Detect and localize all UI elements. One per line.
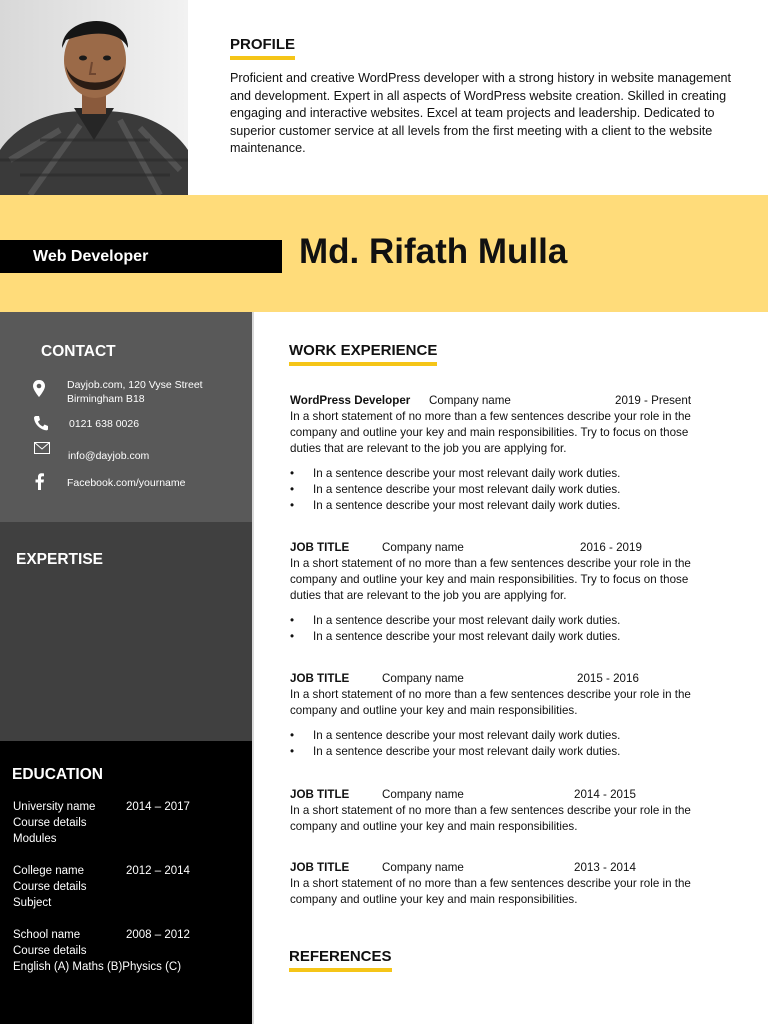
facebook-icon (35, 473, 53, 491)
profile-section (230, 36, 740, 158)
portrait-image (0, 0, 188, 195)
address-line-1: Dayjob.com, 120 Vyse Street (67, 379, 203, 391)
education-panel (0, 741, 252, 1024)
duty-item: • In a sentence describe your most relevant daily work duties. (290, 629, 720, 645)
education-detail: English (A) Maths (B)Physics (C) (13, 961, 182, 973)
job-title: JOB TITLE (290, 541, 350, 554)
job-years: 2015 - 2016 (577, 672, 639, 685)
job-title: WordPress Developer (290, 394, 411, 407)
education-entry (13, 799, 243, 847)
job-entry (290, 787, 720, 835)
institution-name: School name (13, 929, 81, 941)
education-detail: Course details (13, 817, 87, 829)
job-entry (290, 671, 720, 760)
company-name: Company name (382, 541, 464, 554)
job-years: 2019 - Present (615, 394, 692, 407)
profile-heading: PROFILE (230, 36, 295, 60)
education-entry (13, 863, 243, 911)
company-name: Company name (429, 394, 511, 407)
job-role-label: Web Developer (0, 240, 282, 273)
duty-item: • In a sentence describe your most relevant daily work duties. (290, 744, 720, 760)
envelope-icon (34, 442, 52, 460)
institution-name: University name (13, 801, 96, 813)
phone-icon (33, 415, 51, 433)
education-detail: Modules (13, 833, 57, 845)
institution-name: College name (13, 865, 84, 877)
profile-photo (0, 0, 188, 195)
duty-list (290, 613, 720, 645)
education-years: 2008 – 2012 (126, 929, 190, 941)
job-entry (290, 393, 720, 514)
job-description: In a short statement of no more than a few sentences describe your role in the company and outline your key and main responsibilities. Try to focus on those duties that are relevant to the job you are applying for. (290, 557, 691, 602)
job-title: JOB TITLE (290, 788, 350, 801)
education-detail: Course details (13, 881, 87, 893)
job-description: In a short statement of no more than a few sentences describe your role in the company and outline your key and main responsibilities. (290, 804, 691, 833)
duty-item: • In a sentence describe your most relevant daily work duties. (290, 498, 720, 514)
phone-number[interactable]: 0121 638 0026 (69, 418, 140, 430)
job-title: JOB TITLE (290, 861, 350, 874)
contact-panel (0, 312, 252, 522)
duty-item: • In a sentence describe your most relevant daily work duties. (290, 466, 720, 482)
expertise-heading: EXPERTISE (16, 551, 103, 568)
email-address[interactable]: info@dayjob.com (68, 450, 150, 462)
education-detail: Subject (13, 897, 52, 909)
location-pin-icon (32, 380, 50, 398)
job-years: 2014 - 2015 (574, 788, 636, 801)
job-description: In a short statement of no more than a few sentences describe your role in the company and outline your key and main responsibilities. (290, 688, 691, 717)
education-years: 2014 – 2017 (126, 801, 190, 813)
education-heading: EDUCATION (12, 766, 103, 783)
contact-heading: CONTACT (41, 343, 116, 360)
work-experience-heading: WORK EXPERIENCE (289, 342, 437, 366)
duty-list (290, 728, 720, 760)
work-experience-section (289, 342, 729, 366)
education-years: 2012 – 2014 (126, 865, 190, 877)
job-description: In a short statement of no more than a few sentences describe your role in the company and outline your key and main responsibilities. (290, 877, 691, 906)
education-entry (13, 927, 243, 975)
candidate-name: Md. Rifath Mulla (299, 232, 568, 271)
job-title: JOB TITLE (290, 672, 350, 685)
duty-item: • In a sentence describe your most relevant daily work duties. (290, 482, 720, 498)
education-detail: Course details (13, 945, 87, 957)
job-entry (290, 860, 720, 908)
expertise-panel (0, 522, 252, 741)
company-name: Company name (382, 861, 464, 874)
job-years: 2016 - 2019 (580, 541, 642, 554)
column-divider (252, 312, 254, 1024)
duty-item: • In a sentence describe your most relevant daily work duties. (290, 728, 720, 744)
job-description: In a short statement of no more than a few sentences describe your role in the company and outline your key and main responsibilities. Try to focus on those duties that are relevant to the job you are applying for. (290, 410, 691, 455)
references-heading: REFERENCES (289, 948, 392, 972)
profile-summary: Proficient and creative WordPress developer with a strong history in website management and development. Expert in all aspects of WordPress website creation. Skilled in creating engaging and interactive websites. Excel at team projects and leadership. Dedicated to superior customer service at all levels from the first meeting with a client to the website maintenance. (230, 71, 731, 156)
company-name: Company name (382, 788, 464, 801)
facebook-link[interactable]: Facebook.com/yourname (67, 477, 186, 489)
address-line-2: Birmingham B18 (67, 393, 145, 405)
references-section (289, 948, 392, 972)
company-name: Company name (382, 672, 464, 685)
job-years: 2013 - 2014 (574, 861, 636, 874)
job-entry (290, 540, 720, 645)
duty-item: • In a sentence describe your most relevant daily work duties. (290, 613, 720, 629)
duty-list (290, 466, 720, 514)
